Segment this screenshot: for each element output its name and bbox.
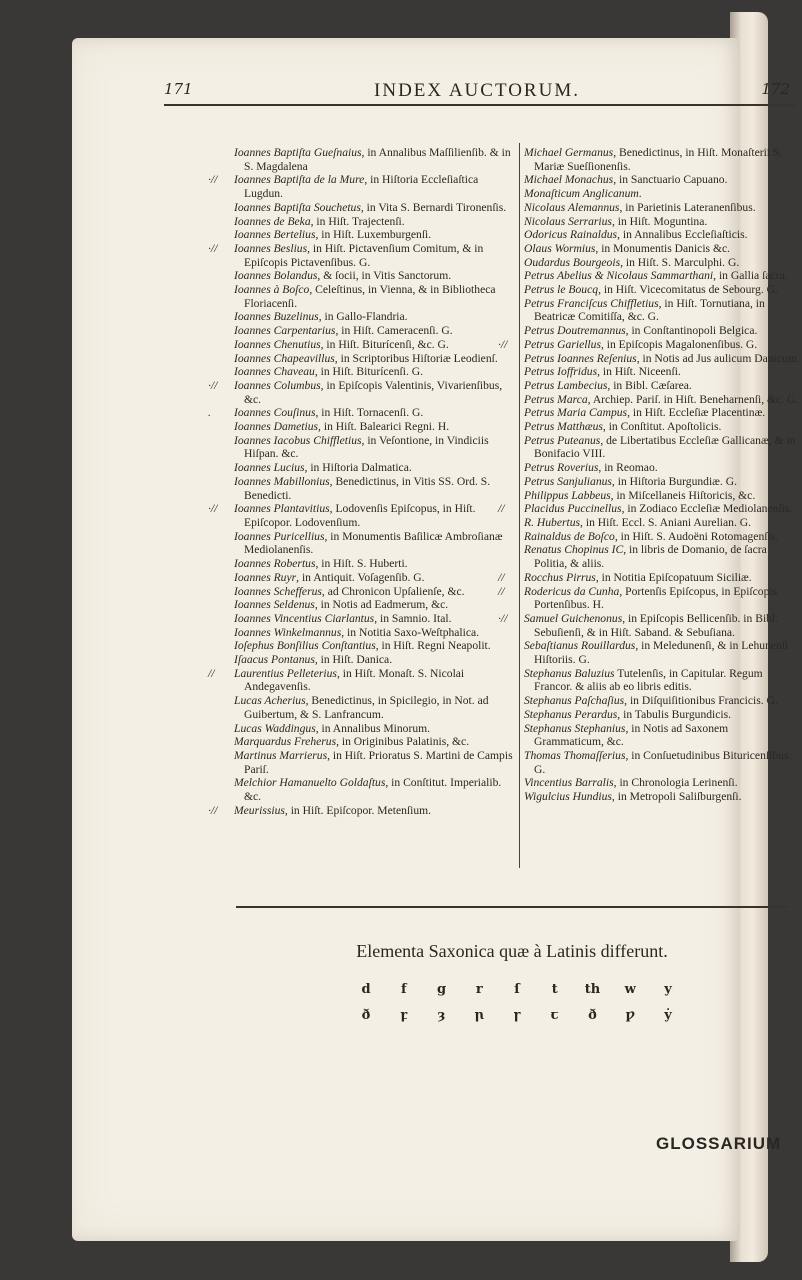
work-reference: , in Epiſcopis Bellicenſib. in Bibl. Sebuſienſi, & in Hiſt. Saband. & Sebuſiana. [534, 611, 779, 639]
author-name: Petrus Puteanus [524, 433, 601, 447]
author-name: Petrus Roverius [524, 461, 599, 475]
index-column-left [208, 146, 516, 817]
index-entry [524, 215, 800, 229]
index-entry [234, 324, 516, 338]
work-reference: , de Libertatibus Eccleſiæ Gallicanæ, & in Bonifacio VIII. [534, 433, 796, 461]
author-name: Samuel Guichenonus [524, 611, 623, 625]
index-entry [234, 420, 516, 434]
index-entry [524, 722, 800, 749]
index-entry [234, 352, 516, 366]
letter-glyph: f [400, 982, 407, 997]
index-entry [208, 406, 516, 420]
index-entry [524, 420, 800, 434]
author-name: Ioannes Baptiſta Gueſnaius [234, 146, 362, 159]
index-entry [208, 173, 516, 201]
work-reference: , in Veſontione, in Vindiciis Hiſpan. &c. [244, 433, 489, 461]
index-entry [234, 310, 516, 324]
index-entry [524, 324, 800, 338]
work-reference: , in Hiſtoria Eccleſiaſtica Lugdun. [244, 173, 479, 201]
author-name: Philippus Labbeus [524, 488, 611, 502]
work-reference: , in Hiſt. Vicecomitatus de Sebourg. G. [598, 283, 778, 297]
author-name: Petrus Abelius & Nicolaus Sammarthani [524, 269, 714, 283]
index-entry [234, 434, 516, 461]
page-header [164, 80, 790, 104]
author-name: Stephanus Baluzius [524, 666, 615, 680]
letter-glyph: ƿ [625, 1008, 635, 1023]
author-name: Petrus Sanjulianus [524, 474, 612, 488]
work-reference: , in Vita S. Bernardi Tironenſis. [360, 200, 507, 214]
work-reference: , in Bibl. Cæſarea. [607, 378, 692, 392]
index-entry [524, 297, 800, 324]
letter-glyph: g [436, 982, 447, 997]
author-name: Stephanus Stephanius [524, 721, 626, 735]
letter-glyph: ſ [514, 982, 520, 997]
index-entry [524, 694, 800, 708]
work-reference: , in Tabulis Burgundicis. [617, 707, 732, 721]
index-entry [208, 666, 516, 694]
work-reference: , in Sanctuario Capuano. [613, 173, 728, 187]
latin-letters-row [352, 982, 682, 997]
author-name: Michael Monachus [524, 173, 614, 187]
index-entry [524, 365, 800, 379]
work-reference: , in Conſtantinopoli Belgica. [625, 324, 758, 338]
author-name: Marquardus Freherus [234, 735, 337, 749]
index-entry [524, 228, 800, 242]
work-reference: , Celeſtinus, in Vienna, & in Bibliotheca Floriacenſi. [244, 283, 496, 310]
index-entry [498, 502, 800, 516]
index-entry [524, 201, 800, 215]
author-name: Ioſephus Bonſilius Conſtantius [234, 639, 376, 653]
work-reference: , in Metropoli Saliſburgenſi. [611, 790, 742, 804]
catchword: GLOSSARIUM [656, 1134, 782, 1153]
author-name: Ioannes Ruyr [234, 570, 297, 584]
index-entry [498, 337, 800, 352]
index-entry [234, 475, 516, 502]
work-reference: , in Hiſt. Biturícenſi, &c. G. [320, 337, 449, 351]
author-name: Ioannes de Beka [234, 214, 311, 228]
index-entry [498, 611, 800, 639]
index-entry [524, 516, 800, 530]
work-reference: , in Conſuetudinibus Bituricenſibus. G. [534, 748, 792, 776]
work-reference: , in Epiſcopis Valentinis, Vivarienſibus, &c. [244, 378, 503, 406]
work-reference: , in Zodiaco Eccleſiæ Mediolanenſis. [621, 502, 793, 516]
author-name: Placidus Puccinellus [524, 502, 622, 516]
author-name: Ioannes Baptiſta Souchetus [234, 200, 361, 214]
author-name: Ioannes Seldenus [234, 598, 315, 612]
author-name: Ioannes Robertus [234, 557, 316, 571]
work-reference: , in Monumentis Baſilicæ Ambroſianæ Mediolanenſis. [244, 529, 503, 557]
index-entry [234, 612, 516, 626]
index-entry [524, 708, 800, 722]
letter-glyph: w [624, 982, 636, 997]
margin-mark: // [498, 502, 505, 516]
work-reference: , in Parietinis Lateranenſibus. [619, 200, 756, 214]
author-name: Thomas Thomaſſerius [524, 748, 626, 762]
index-entry [234, 653, 516, 667]
author-name: Ioannes Carpentarius [234, 324, 336, 338]
index-entry [208, 803, 516, 818]
index-entry [524, 475, 800, 489]
work-reference: , in Meledunenſi, & in Lehunenſi Hiſtoriis. G. [534, 639, 789, 667]
index-entry [234, 228, 516, 242]
author-name: Ioannes Iacobus Chiffletius [234, 433, 362, 447]
work-reference: , in Hiſt. S. Huberti. [315, 557, 408, 571]
letter-glyph: y [664, 982, 672, 997]
work-reference: , in Hiſt. Monaſt. S. Nicolai Andegavenſis. [244, 666, 465, 694]
work-reference: , in Originibus Palatinis, &c. [336, 735, 470, 749]
work-reference: , in Gallo-Flandria. [318, 310, 408, 324]
author-name: Ioannes Columbus [234, 378, 321, 392]
author-name: Ioannes Schefferus [234, 584, 322, 598]
index-entry [234, 749, 516, 776]
work-reference: , in Hiſt. Epiſcopor. Metenſium. [284, 803, 432, 817]
work-reference: , in Scriptoribus Hiſtoriæ Leodienſ. [334, 351, 498, 365]
author-name: Petrus Ioffridus [524, 365, 598, 379]
index-entry [524, 393, 800, 407]
index-entry [524, 667, 800, 694]
index-entry [234, 735, 516, 749]
index-entry [234, 269, 516, 283]
margin-mark: // [208, 666, 215, 680]
work-reference: , in Hiſt. Prioratus S. Martini de Campis Pariſ. [244, 748, 513, 776]
work-reference: , in Miſcellaneis Hiſtoricis, &c. [610, 488, 756, 502]
index-entry [234, 215, 516, 229]
author-name: Ioannes Plantavitius [234, 502, 330, 516]
author-name: Ioannes à Boſco [234, 283, 310, 297]
index-entry [234, 639, 516, 653]
margin-mark: // [498, 570, 505, 584]
author-name: Ioannes Mabillonius [234, 474, 330, 488]
work-reference: , in Gallia ſacra. [713, 269, 788, 283]
page-number-right: 172 [761, 80, 790, 98]
work-reference: , in Hiſtoria Burgundiæ. G. [611, 474, 737, 488]
author-name: Rocchus Pirrus [524, 570, 596, 584]
index-entry [234, 585, 516, 599]
author-name: Ioannes Puricellius [234, 529, 325, 543]
work-reference: , in Hiſt. Eccleſiæ Placentinæ. [627, 406, 766, 420]
work-reference: , in Conſtitut. Apoſtolicis. [602, 420, 722, 434]
index-entry [234, 694, 516, 721]
author-name: Ioannes Chapeavillus [234, 351, 335, 365]
index-entry [234, 530, 516, 557]
author-name: Petrus Matthæus [524, 420, 603, 434]
work-reference: , Lodovenſis Epiſcopus, in Hiſt. Epiſcopor. Lodovenſium. [244, 502, 476, 529]
work-reference: , in Hiſt. Niceenſi. [597, 365, 681, 379]
margin-mark: ·// [498, 611, 508, 625]
work-reference: , in libris de Domanio, de ſacra Politia, & aliis. [534, 543, 767, 571]
author-name: Laurentius Pelleterius [234, 666, 337, 680]
work-reference: . [638, 187, 642, 201]
author-name: Petrus Doutremannus [524, 324, 626, 338]
work-reference: , in Notis ad Eadmerum, &c. [314, 598, 449, 612]
author-name: Ioannes Chenutius [234, 337, 321, 351]
index-entry [234, 626, 516, 640]
margin-mark: ·// [208, 502, 218, 516]
author-name: Monaſticum Anglicanum [524, 187, 639, 201]
work-reference: , in Hiſt. Cameracenſi. G. [335, 324, 453, 338]
work-reference: , in Annalibus Minorum. [315, 721, 431, 735]
work-reference: , in Hiſt. Trajectenſi. [310, 214, 405, 228]
author-name: Ioannes Bertelius [234, 228, 316, 242]
work-reference: , in Notitia Saxo-Weſtphalica. [341, 625, 480, 639]
work-reference: , in Hiſt. Danica. [314, 653, 393, 667]
header-rule [164, 104, 796, 106]
work-reference: , in Reomao. [598, 461, 658, 475]
page-title: INDEX AUCTORUM. [374, 80, 580, 101]
author-name: Stephanus Perardus [524, 707, 618, 721]
index-entry [524, 749, 800, 776]
work-reference: , in Samnio. Ital. [374, 611, 452, 625]
index-entry [234, 557, 516, 571]
work-reference: , in Hiſtoria Dalmatica. [304, 461, 412, 475]
work-reference: , Portenſis Epiſcopus, in Epiſcopis Portenſibus. H. [534, 584, 778, 612]
index-entry [234, 338, 516, 352]
index-entry [524, 530, 800, 544]
author-name: Nicolaus Serrarius [524, 214, 612, 228]
author-name: Ioannes Winkelmannus [234, 625, 342, 639]
index-entry [524, 639, 800, 666]
index-entry [234, 598, 516, 612]
work-reference: , in Conſtitut. Imperialib. &c. [244, 776, 502, 804]
work-reference: , in Diſquiſitionibus Francicis. G. [624, 694, 778, 708]
work-reference: , in Chronologia Lerinenſi. [613, 776, 738, 790]
author-name: Michael Germanus [524, 146, 614, 159]
index-entry [498, 584, 800, 612]
letter-glyph: ꝼ [400, 1008, 408, 1023]
work-reference: , in Hiſt. Regni Neapolit. [375, 639, 491, 653]
work-reference: , Benedictinus, in Spicilegio, in Not. ad Guibertum, & S. Lanfrancum. [244, 694, 489, 721]
work-reference: , in Annalibus Eccleſiaſticis. [617, 228, 748, 242]
letter-glyph: ẏ [664, 1008, 672, 1023]
index-entry [234, 571, 516, 585]
author-name: Ioannes Beslius [234, 241, 308, 255]
author-name: Lucas Waddingus [234, 721, 316, 735]
author-name: Petrus Gariellus [524, 337, 601, 351]
author-name: Ioannes Baptiſta de la Mure [234, 173, 365, 187]
author-name: Petrus le Boucq [524, 283, 599, 297]
author-name: R. Hubertus [524, 515, 581, 529]
author-name: Meurissius [234, 803, 285, 817]
margin-mark: ·// [208, 241, 218, 255]
work-reference: , in Notis ad Jus aulicum Danicum. [636, 351, 800, 365]
margin-mark: // [498, 584, 505, 598]
author-name: Sebaſtianus Rouillardus [524, 639, 636, 653]
index-column-right [498, 146, 800, 804]
author-name: Rainaldus de Boſco [524, 529, 615, 543]
author-name: Stephanus Paſchaſius [524, 694, 625, 708]
author-name: Ioannes Buzelinus [234, 310, 319, 324]
author-name: Vincentius Barralis [524, 776, 614, 790]
margin-mark: ·// [208, 378, 218, 392]
work-reference: , in Epiſcopis Magalonenſibus. G. [600, 337, 758, 351]
work-reference: Tutelenſis, in Capitular. Regum Francor. & aliis ab eo libris editis. [534, 666, 763, 694]
index-entry [524, 790, 800, 804]
section-rule [236, 906, 788, 908]
work-reference: , Benedictinus, in Vitis SS. Ord. S. Benedicti. [244, 474, 491, 502]
margin-mark: . [208, 406, 211, 420]
index-entry [524, 489, 800, 503]
work-reference: , in Hiſt. Moguntina. [611, 214, 708, 228]
index-entry [524, 146, 800, 173]
letter-glyph: d [361, 982, 371, 997]
author-name: Ioannes Chaveau [234, 365, 315, 379]
letter-glyph: t [551, 982, 558, 997]
margin-mark: ·// [498, 337, 508, 351]
work-reference: , & ſocii, in Vitis Sanctorum. [317, 269, 452, 283]
letter-glyph: ð [361, 1008, 371, 1023]
work-reference: , in Hiſt. Pictavenſium Comitum, & in Epiſcopis Pictavenſibus. G. [244, 241, 484, 269]
author-name: Odoricus Rainaldus [524, 228, 618, 242]
work-reference: , in Hiſt. Luxemburgenſi. [315, 228, 432, 242]
margin-mark: ·// [208, 803, 218, 817]
index-entry [524, 256, 800, 270]
index-entry [524, 352, 800, 366]
author-name: Rodericus da Cunha [524, 584, 620, 598]
index-entry [524, 776, 800, 790]
author-name: Ioannes Couſinus [234, 406, 316, 420]
column-divider [519, 143, 520, 868]
author-name: Oudardus Bourgeois [524, 255, 621, 269]
work-reference: , Benedictinus, in Hiſt. Monaſterii S. Mariæ Sueſſionenſis. [534, 146, 783, 173]
index-entry [524, 406, 800, 420]
work-reference: , ad Chronicon Upſalienſe, &c. [321, 584, 465, 598]
letter-glyph: r [475, 982, 483, 997]
index-entry [234, 365, 516, 379]
work-reference: , in Hiſt. Balearici Regni. H. [318, 420, 450, 434]
index-entry [524, 269, 800, 283]
author-name: Ioannes Lucius [234, 461, 305, 475]
work-reference: , in Antiquit. Voſagenſib. G. [296, 570, 425, 584]
margin-mark: ·// [208, 173, 218, 187]
index-entry [524, 242, 800, 256]
index-entry [208, 378, 516, 406]
author-name: Martinus Marrierus [234, 748, 328, 762]
saxon-letters-row [352, 1008, 682, 1023]
index-entry [524, 173, 800, 187]
index-entry [524, 434, 800, 461]
work-reference: , in Annalibus Maſſilienſib. & in S. Magdalena [244, 146, 511, 173]
author-name: Petrus Franciſcus Chiffletius [524, 296, 659, 310]
letter-glyph: th [584, 982, 601, 997]
index-entry [234, 722, 516, 736]
letter-glyph: ꞃ [474, 1008, 484, 1023]
page-number-left: 171 [164, 80, 193, 98]
author-name: Petrus Ioannes Reſenius [524, 351, 637, 365]
work-reference: , Archiep. Pariſ. in Hiſt. Beneharnenſi, &c. G. [587, 392, 799, 406]
author-name: Nicolaus Alemannus [524, 200, 620, 214]
index-entry [234, 146, 516, 173]
letter-glyph: ꞅ [513, 1008, 521, 1023]
book-page [72, 38, 800, 1241]
author-name: Melchior Hamanuelto Goldaſtus [234, 776, 386, 790]
index-entry [234, 461, 516, 475]
author-name: Petrus Lambecius [524, 378, 608, 392]
author-name: Ioannes Bolandus [234, 269, 318, 283]
work-reference: , in Hiſt. S. Marculphi. G. [620, 255, 740, 269]
author-name: Lucas Acherius [234, 694, 306, 708]
index-entry [524, 461, 800, 475]
work-reference: , in Hiſt. Eccl. S. Aniani Aurelian. G. [580, 515, 752, 529]
index-entry [524, 379, 800, 393]
work-reference: , in Monumentis Danicis &c. [595, 241, 731, 255]
author-name: Ioannes Dametius [234, 420, 319, 434]
letter-glyph: ȝ [437, 1008, 446, 1023]
index-entry [524, 283, 800, 297]
saxon-elements-title: Elementa Saxonica quæ à Latinis differunt. [356, 941, 668, 961]
index-entry [498, 570, 800, 585]
author-name: Renatus Chopinus IC [524, 543, 624, 557]
work-reference: , in Notis ad Saxonem Grammaticum, &c. [534, 721, 729, 749]
author-name: Iſaacus Pontanus [234, 653, 315, 667]
author-name: Olaus Wormius [524, 241, 596, 255]
work-reference: , in Notitia Epiſcopatuum Siciliæ. [595, 570, 752, 584]
author-name: Petrus Marca [524, 392, 588, 406]
work-reference: , in Hiſt. Tornacenſi. G. [315, 406, 424, 420]
work-reference: , in Hiſt. Tornutiana, in Beatricæ Comitiſſa, &c. G. [534, 296, 765, 324]
author-name: Wigulcius Hundius [524, 790, 612, 804]
index-entry [234, 283, 516, 310]
author-name: Ioannes Vincentius Ciarlantus [234, 611, 375, 625]
index-entry [524, 187, 800, 201]
index-entry [234, 201, 516, 215]
work-reference: , in Hiſt. S. Audoëni Rotomagenſis. [614, 529, 779, 543]
index-entry [234, 776, 516, 803]
letter-glyph: ð [588, 1008, 597, 1023]
index-entry [208, 502, 516, 529]
index-entry [208, 241, 516, 269]
letter-glyph: ꞇ [550, 1008, 559, 1023]
index-entry [524, 543, 800, 570]
author-name: Petrus Maria Campus [524, 406, 628, 420]
work-reference: , in Hiſt. Biturícenſi. G. [314, 365, 424, 379]
